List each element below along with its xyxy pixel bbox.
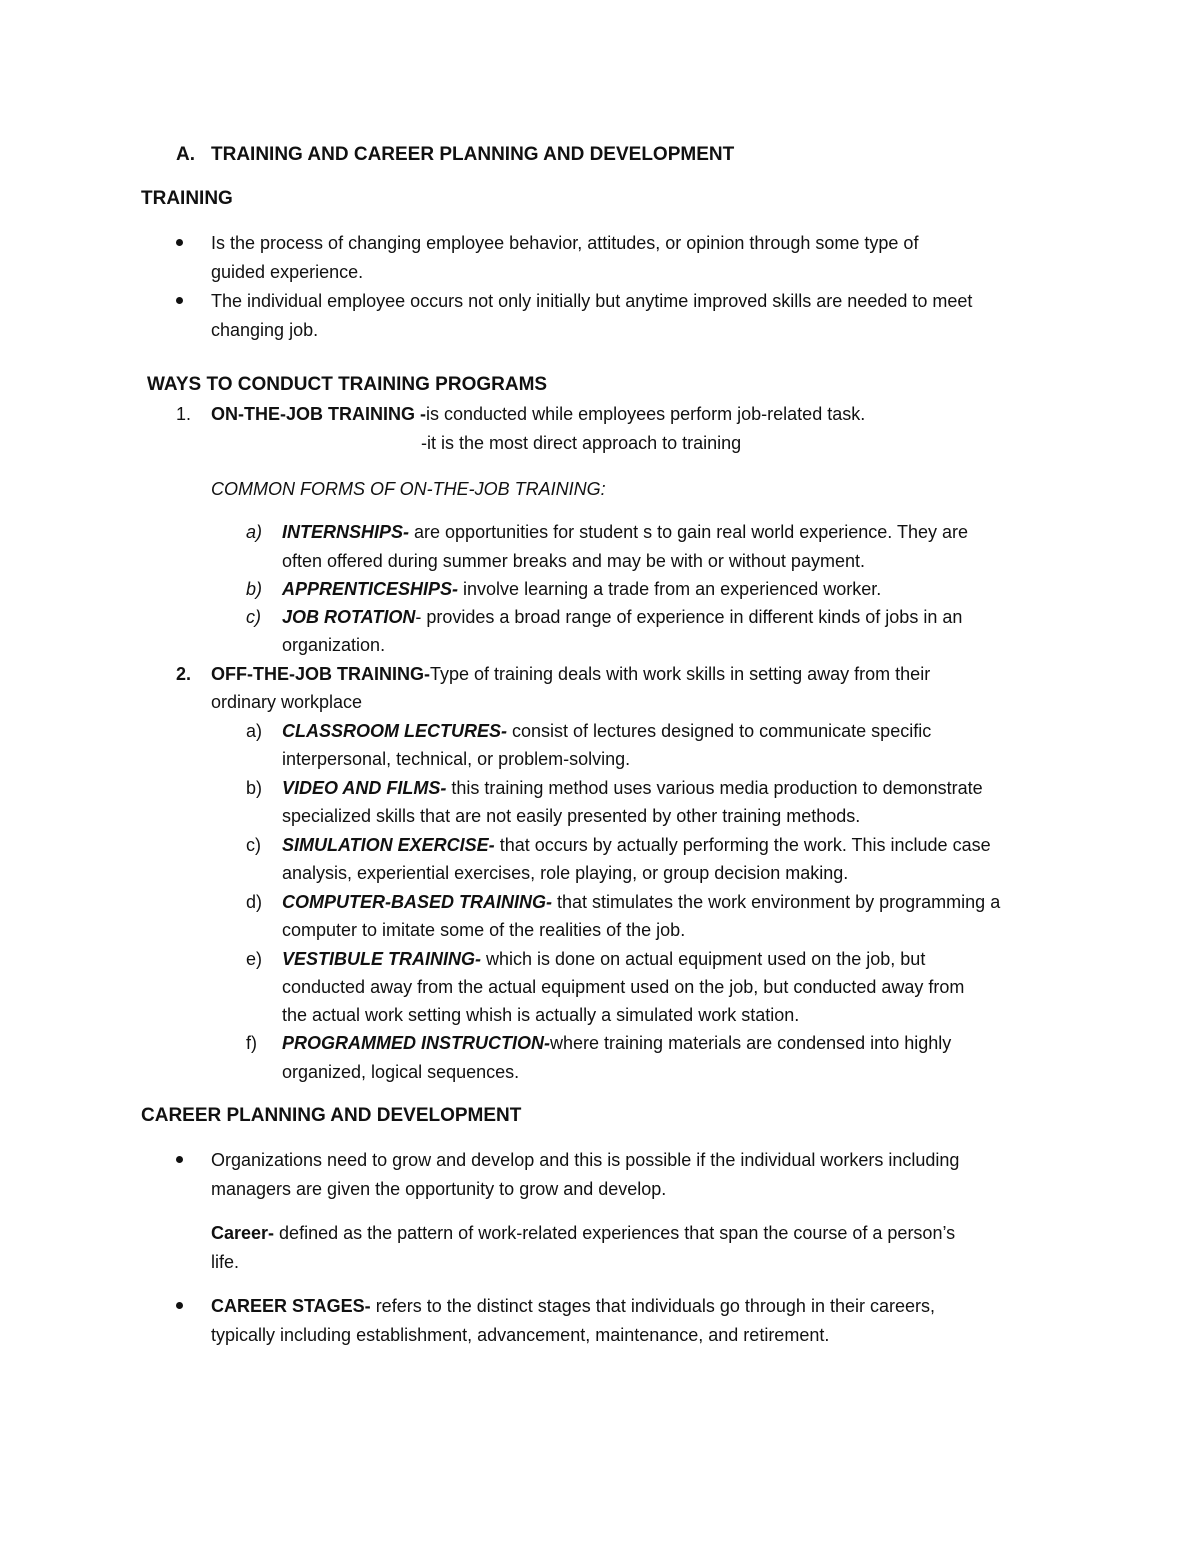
career-stages [211,1294,935,1318]
bullet-icon [176,1302,183,1309]
ojt-forms-title: COMMON FORMS OF ON-THE-JOB TRAINING: [211,479,606,499]
video-desc-line-2: specialized skills that are not easily presented by other training methods. [282,806,861,826]
job-rotation-desc-line-2: organization. [282,635,386,655]
offjt-item-programmed [282,1031,951,1055]
ways-heading: WAYS TO CONDUCT TRAINING PROGRAMS [147,374,548,395]
computer-desc: that stimulates the work environment by programming a [552,892,1001,912]
bullet-icon [176,1156,183,1163]
offjt-item-simulation [282,833,991,857]
career-stages-term: CAREER STAGES- [211,1296,371,1316]
career-def-desc: defined as the pattern of work-related experiences that span the course of a person’s [274,1223,956,1243]
ojt-number: 1. [176,404,192,424]
career-definition [211,1221,955,1245]
offjt-item-computer [282,890,1000,914]
training-bullet-1-line-1: Is the process of changing employee behavior, attitudes, or opinion through some type of [211,233,919,253]
career-bullet-1-line-1: Organizations need to grow and develop and this is possible if the individual workers including [211,1150,960,1170]
ojt-item-marker: c) [246,607,261,627]
computer-desc-line-2: computer to imitate some of the realities of the job. [282,920,686,940]
bullet-icon [176,239,183,246]
career-term: Career- [211,1223,275,1243]
offjt-term: OFF-THE-JOB TRAINING- [211,664,430,684]
offjt-item-vestibule [282,947,925,971]
training-bullet-2-line-1: The individual employee occurs not only initially but anytime improved skills are needed to meet [211,291,973,311]
internships-desc: are opportunities for student s to gain real world experience. They are [409,522,968,542]
computer-term: COMPUTER-BASED TRAINING- [282,892,552,912]
job-rotation-term: JOB ROTATION [282,607,416,627]
offjt-item-video [282,776,983,800]
offjt-item-classroom [282,719,931,743]
apprenticeships-term: APPRENTICESHIPS- [282,579,459,599]
job-rotation-desc: - provides a broad range of experience in different kinds of jobs in an [415,607,963,627]
apprenticeships-desc: involve learning a trade from an experienced worker. [458,579,882,599]
offjt-desc: Type of training deals with work skills in setting away from their [429,664,931,684]
bullet-icon [176,297,183,304]
ojt-item-apprenticeships [282,577,881,601]
simulation-desc: that occurs by actually performing the work. This include case [494,835,991,855]
ojt-item-job-rotation [282,605,962,629]
offjt-item-marker: e) [246,949,263,969]
offjt-number: 2. [176,664,192,684]
section-letter: A. [176,144,195,165]
offjt-item-marker: d) [246,892,263,912]
video-term: VIDEO AND FILMS- [282,778,447,798]
programmed-term: PROGRAMMED INSTRUCTION- [282,1033,550,1053]
offjt-line-2: ordinary workplace [211,692,363,712]
section-title: TRAINING AND CAREER PLANNING AND DEVELOPMENT [211,144,735,165]
career-stages-line-2: typically including establishment, advancement, maintenance, and retirement. [211,1325,830,1345]
offjt-item-marker: b) [246,778,263,798]
ojt-desc: is conducted while employees perform job-related task. [426,404,866,424]
career-heading: CAREER PLANNING AND DEVELOPMENT [141,1105,522,1126]
classroom-desc-line-2: interpersonal, technical, or problem-solving. [282,749,631,769]
video-desc: this training method uses various media production to demonstrate [446,778,983,798]
internships-desc-line-2: often offered during summer breaks and may be with or without payment. [282,551,865,571]
career-bullet-1-line-2: managers are given the opportunity to grow and develop. [211,1179,667,1199]
offjt-line-1 [211,662,930,686]
career-def-line-2: life. [211,1252,240,1272]
offjt-item-marker: c) [246,835,261,855]
simulation-desc-line-2: analysis, experiential exercises, role playing, or group decision making. [282,863,849,883]
ojt-item-marker: b) [246,579,263,599]
internships-term: INTERNSHIPS- [282,522,410,542]
offjt-item-marker: a) [246,721,263,741]
programmed-desc: where training materials are condensed into highly [550,1033,952,1053]
vestibule-desc-line-3: the actual work setting whish is actually a simulated work station. [282,1005,800,1025]
vestibule-desc: which is done on actual equipment used on the job, but [481,949,926,969]
ojt-item-marker: a) [246,522,263,542]
ojt-line-2: -it is the most direct approach to training [421,433,742,453]
ojt-term: ON-THE-JOB TRAINING - [211,404,426,424]
training-bullet-2-line-2: changing job. [211,320,319,340]
offjt-item-marker: f) [246,1033,257,1053]
career-stages-desc: refers to the distinct stages that individuals go through in their careers, [370,1296,935,1316]
ojt-line-1 [211,402,865,426]
vestibule-term: VESTIBULE TRAINING- [282,949,482,969]
training-heading: TRAINING [141,188,233,209]
classroom-desc: consist of lectures designed to communicate specific [507,721,932,741]
training-bullet-1-line-2: guided experience. [211,262,364,282]
vestibule-desc-line-2: conducted away from the actual equipment used on the job, but conducted away from [282,977,965,997]
simulation-term: SIMULATION EXERCISE- [282,835,495,855]
classroom-term: CLASSROOM LECTURES- [282,721,507,741]
ojt-item-internships [282,520,968,544]
programmed-desc-line-2: organized, logical sequences. [282,1062,520,1082]
